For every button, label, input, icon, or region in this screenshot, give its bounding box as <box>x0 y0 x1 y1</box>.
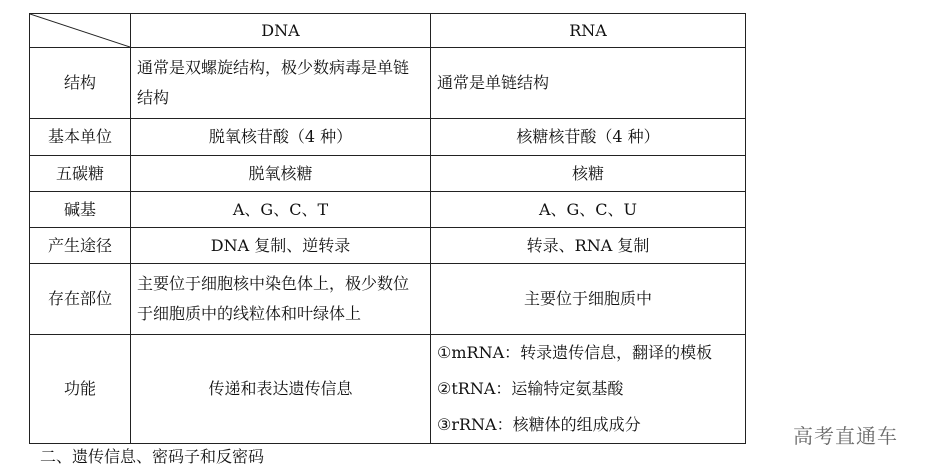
table-row-location <box>30 264 746 335</box>
rna-function-cell <box>431 335 746 444</box>
row-label: 碱基 <box>30 192 131 228</box>
table-row-bases <box>30 192 746 228</box>
header-rna: RNA <box>431 14 746 48</box>
watermark: 高考直通车 <box>793 424 898 448</box>
rna-cell: 核糖 <box>431 156 746 192</box>
table-row-structure <box>30 48 746 119</box>
header-dna: DNA <box>131 14 431 48</box>
table-row-origin <box>30 228 746 264</box>
rna-cell: 通常是单链结构 <box>431 48 746 119</box>
row-label: 功能 <box>30 335 131 444</box>
header-corner-cell <box>30 14 131 48</box>
rna-cell: A、G、C、U <box>431 192 746 228</box>
rna-function-item: ③rRNA：核糖体的组成成分 <box>437 415 641 434</box>
diagonal-line <box>30 14 130 47</box>
row-label: 存在部位 <box>30 264 131 335</box>
dna-cell: 脱氧核糖 <box>131 156 431 192</box>
section-heading: 二、遗传信息、密码子和反密码 <box>40 447 265 466</box>
row-label: 产生途径 <box>30 228 131 264</box>
dna-cell: 脱氧核苷酸（4 种） <box>131 119 431 156</box>
dna-cell: 传递和表达遗传信息 <box>131 335 431 444</box>
rna-cell: 转录、RNA 复制 <box>431 228 746 264</box>
dna-cell: DNA 复制、逆转录 <box>131 228 431 264</box>
dna-cell: 主要位于细胞核中染色体上，极少数位于细胞质中的线粒体和叶绿体上 <box>131 264 431 335</box>
table-row-function <box>30 335 746 444</box>
row-label: 基本单位 <box>30 119 131 156</box>
table-row-pentose <box>30 156 746 192</box>
row-label: 结构 <box>30 48 131 119</box>
rna-function-item: ①mRNA：转录遗传信息，翻译的模板 <box>437 343 713 362</box>
rna-cell: 主要位于细胞质中 <box>431 264 746 335</box>
table-header-row <box>30 14 746 48</box>
rna-function-item: ②tRNA：运输特定氨基酸 <box>437 379 624 398</box>
rna-cell: 核糖核苷酸（4 种） <box>431 119 746 156</box>
dna-cell: 通常是双螺旋结构，极少数病毒是单链结构 <box>131 48 431 119</box>
row-label: 五碳糖 <box>30 156 131 192</box>
dna-cell: A、G、C、T <box>131 192 431 228</box>
table-row-basic-unit <box>30 119 746 156</box>
dna-rna-comparison-table <box>29 13 746 444</box>
